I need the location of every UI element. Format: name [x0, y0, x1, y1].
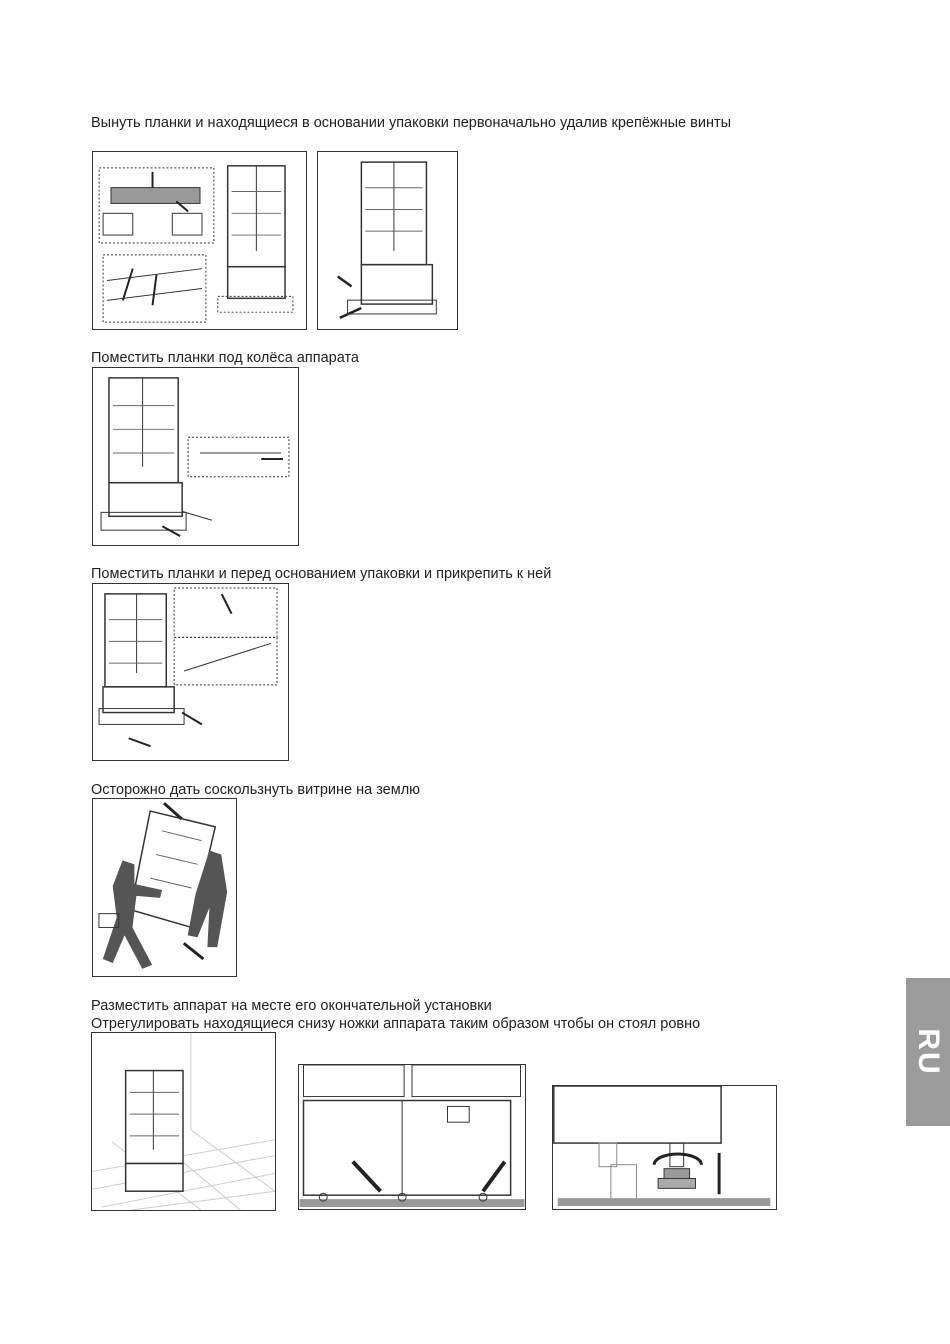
step-1-caption: Вынуть планки и находящиеся в основании упаковки первоначально удалив крепёжные винты: [91, 115, 732, 131]
step-3-caption: Поместить планки и перед основанием упаковки и прикрепить к ней: [91, 566, 552, 582]
slide-down-illustration: [92, 798, 237, 977]
attach-slats-illustration: [92, 583, 289, 761]
language-tab: [906, 978, 950, 1126]
leveling-feet-illustration: [298, 1064, 526, 1210]
step-6-caption: Отрегулировать находящиеся снизу ножки аппарата таким образом чтобы он стоял ровно: [91, 1016, 701, 1032]
step-4-caption: Осторожно дать соскользнуть витрине на землю: [91, 782, 421, 798]
slats-under-wheels-illustration: [92, 367, 299, 546]
remove-slats-illustration: [92, 151, 307, 330]
pull-slats-illustration: [317, 151, 458, 330]
step-2-caption: Поместить планки под колёса аппарата: [91, 350, 359, 366]
step-5-caption: Разместить аппарат на месте его окончательной установки: [91, 998, 492, 1014]
foot-adjust-detail-illustration: [552, 1085, 777, 1210]
language-tab-label: RU: [912, 1028, 945, 1076]
place-unit-illustration: [91, 1032, 276, 1211]
